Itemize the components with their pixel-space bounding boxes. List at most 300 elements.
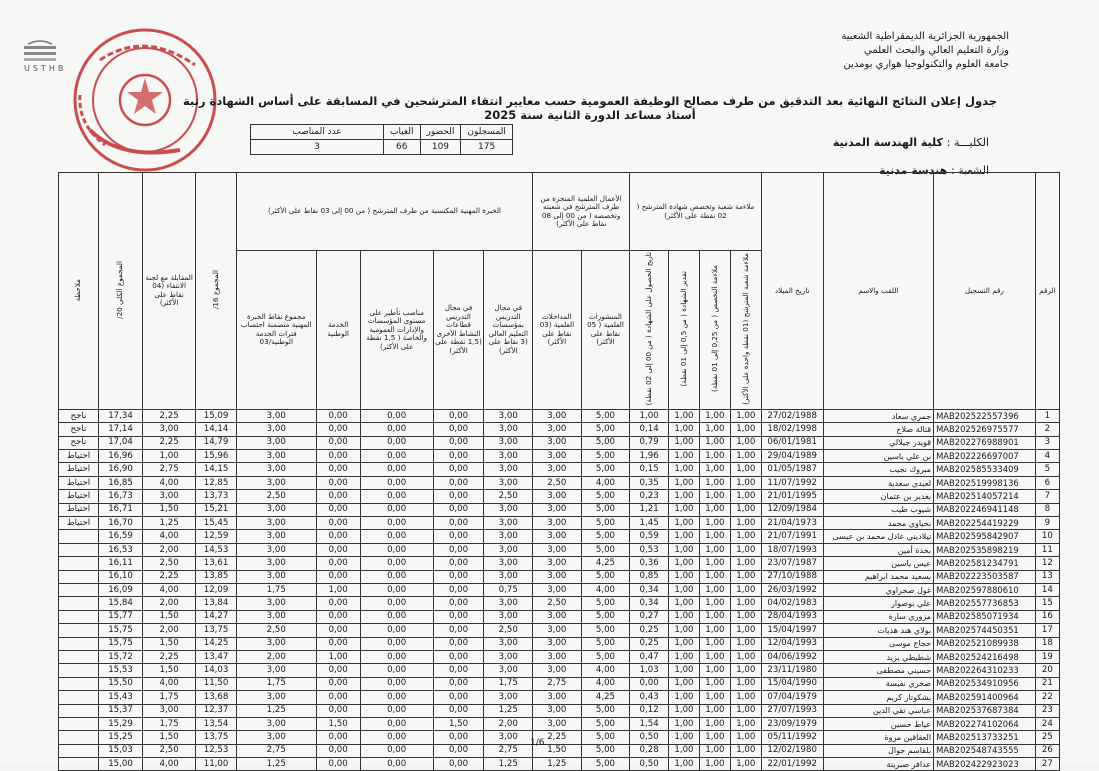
cell-c6: 3,00 xyxy=(533,557,582,570)
cell-dob: 27/02/1988 xyxy=(761,409,823,422)
table-row xyxy=(59,664,1060,677)
cell-c4: 1,03 xyxy=(630,664,669,677)
cell-c13: 2,50 xyxy=(143,557,196,570)
cell-c7: 3,00 xyxy=(484,476,533,489)
cell-reg: MAB202422923023 xyxy=(934,758,1036,771)
cell-c10: 0,00 xyxy=(316,731,360,744)
cell-name: العقاقين مروة xyxy=(823,731,933,744)
cell-c10: 0,00 xyxy=(316,557,360,570)
cell-c10: 1,00 xyxy=(316,583,360,596)
cell-c3: 1,00 xyxy=(668,476,699,489)
cell-dob: 21/07/1991 xyxy=(761,530,823,543)
cell-c14: 15,84 xyxy=(98,597,142,610)
logo-text: USTHB xyxy=(24,64,67,73)
cell-c12: 12,53 xyxy=(196,744,237,757)
cell-c2: 1,00 xyxy=(699,731,730,744)
cell-name: بسعيد محمد ابراهيم xyxy=(823,570,933,583)
cell-reg: MAB202521089938 xyxy=(934,637,1036,650)
cell-c4: 0,25 xyxy=(630,637,669,650)
cell-c1: 1,00 xyxy=(730,583,761,596)
cell-c14: 17,04 xyxy=(98,436,142,449)
letterhead-line-1: الجمهورية الجزائرية الديمقراطية الشعبية xyxy=(841,31,1009,42)
cell-c6: 1,25 xyxy=(533,758,582,771)
cell-n: 19 xyxy=(1035,650,1059,663)
cell-c8: 0,00 xyxy=(433,503,484,516)
cell-reg: MAB202274102064 xyxy=(934,717,1036,730)
cell-c10: 0,00 xyxy=(316,677,360,690)
col-communications: المداخلات العلمية (03 نقاط على الأكثر) xyxy=(533,251,582,410)
cell-c14: 17,14 xyxy=(98,423,142,436)
cell-c11: 2,75 xyxy=(236,744,316,757)
cell-n: 25 xyxy=(1035,731,1059,744)
cell-c11: 2,50 xyxy=(236,624,316,637)
cell-c1: 1,00 xyxy=(730,731,761,744)
cell-c11: 3,00 xyxy=(236,463,316,476)
cell-c5: 4,25 xyxy=(581,691,630,704)
cell-c7: 2,75 xyxy=(484,744,533,757)
cell-n: 2 xyxy=(1035,423,1059,436)
cell-reg: MAB202597880610 xyxy=(934,583,1036,596)
cell-c1: 1,00 xyxy=(730,744,761,757)
summary-header-present: الحضور xyxy=(420,125,461,140)
cell-reg: MAB202585071934 xyxy=(934,610,1036,623)
cell-c2: 1,00 xyxy=(699,650,730,663)
cell-c7: 3,00 xyxy=(484,517,533,530)
col-management: مناصب تأطير على مستوى المؤسسات والإدارات العمومية والخاصة ( 1,5 نقطة على الأكثر) xyxy=(360,251,433,410)
cell-c3: 1,00 xyxy=(668,490,699,503)
cell-n: 13 xyxy=(1035,570,1059,583)
cell-n: 6 xyxy=(1035,476,1059,489)
cell-c8: 0,00 xyxy=(433,583,484,596)
table-row xyxy=(59,517,1060,530)
cell-c4: 1,54 xyxy=(630,717,669,730)
cell-note: احتياط xyxy=(59,476,99,489)
cell-note xyxy=(59,530,99,543)
cell-c14: 16,09 xyxy=(98,583,142,596)
cell-c4: 0,00 xyxy=(630,677,669,690)
cell-c3: 1,00 xyxy=(668,543,699,556)
cell-name: بغدير بن عثمان xyxy=(823,490,933,503)
cell-c11: 2,50 xyxy=(236,490,316,503)
cell-name: عدافر صبرينة xyxy=(823,758,933,771)
cell-c5: 5,00 xyxy=(581,597,630,610)
cell-name: قويدر جيلالي xyxy=(823,436,933,449)
cell-c4: 0,53 xyxy=(630,543,669,556)
cell-c6: 2,75 xyxy=(533,677,582,690)
cell-c10: 0,00 xyxy=(316,476,360,489)
cell-reg: MAB202226697007 xyxy=(934,450,1036,463)
cell-reg: MAB202526975577 xyxy=(934,423,1036,436)
cell-c9: 0,00 xyxy=(360,503,433,516)
table-row xyxy=(59,476,1060,489)
col-total16: المجموع 16/ xyxy=(196,173,237,410)
cell-c7: 3,00 xyxy=(484,423,533,436)
cell-c3: 1,00 xyxy=(668,664,699,677)
cell-c8: 0,00 xyxy=(433,637,484,650)
summary-value-registered: 175 xyxy=(461,140,513,155)
cell-name: عباسي تقي الدين xyxy=(823,704,933,717)
cell-c2: 1,00 xyxy=(699,423,730,436)
cell-c5: 4,00 xyxy=(581,664,630,677)
cell-c5: 4,00 xyxy=(581,476,630,489)
cell-c9: 0,00 xyxy=(360,409,433,422)
cell-c10: 0,00 xyxy=(316,637,360,650)
cell-reg: MAB202254419229 xyxy=(934,517,1036,530)
cell-c2: 1,00 xyxy=(699,624,730,637)
table-row xyxy=(59,583,1060,596)
cell-c1: 1,00 xyxy=(730,664,761,677)
cell-n: 27 xyxy=(1035,758,1059,771)
table-row xyxy=(59,758,1060,771)
cell-c2: 1,00 xyxy=(699,463,730,476)
cell-c10: 0,00 xyxy=(316,624,360,637)
cell-c13: 3,00 xyxy=(143,704,196,717)
cell-dob: 05/11/1992 xyxy=(761,731,823,744)
cell-c10: 0,00 xyxy=(316,543,360,556)
cell-c14: 15,50 xyxy=(98,677,142,690)
cell-c7: 3,00 xyxy=(484,664,533,677)
cell-name: حجاج موسى xyxy=(823,637,933,650)
cell-name: عياط حسين xyxy=(823,717,933,730)
cell-name: مزوري سارة xyxy=(823,610,933,623)
table-row xyxy=(59,610,1060,623)
cell-dob: 12/09/1984 xyxy=(761,503,823,516)
cell-c8: 0,00 xyxy=(433,543,484,556)
cell-c9: 0,00 xyxy=(360,731,433,744)
cell-note xyxy=(59,704,99,717)
col-spec-fit: ملاءمة التخصص ( من 0,25 إلى 01 نقطة) xyxy=(699,251,730,410)
cell-c9: 0,00 xyxy=(360,436,433,449)
cell-c1: 1,00 xyxy=(730,758,761,771)
cell-c14: 16,96 xyxy=(98,450,142,463)
col-degree-date: تاريخ الحصول على الشهادة ( من 00 إلى 02 نقطة) xyxy=(630,251,669,410)
cell-name: شطيطي يزيد xyxy=(823,650,933,663)
cell-c13: 3,00 xyxy=(143,490,196,503)
cell-c11: 3,00 xyxy=(236,664,316,677)
col-teach-other: في مجال التدريس قطاعات النشاط الأخرى (1,5 نقطة على الأكثر) xyxy=(433,251,484,410)
cell-dob: 21/01/1995 xyxy=(761,490,823,503)
letterhead xyxy=(749,30,1009,72)
cell-c4: 0,25 xyxy=(630,624,669,637)
cell-c13: 2,00 xyxy=(143,624,196,637)
cell-c11: 3,00 xyxy=(236,557,316,570)
cell-c7: 3,00 xyxy=(484,597,533,610)
cell-c10: 0,00 xyxy=(316,758,360,771)
cell-c11: 3,00 xyxy=(236,717,316,730)
cell-dob: 04/02/1983 xyxy=(761,597,823,610)
cell-c2: 1,00 xyxy=(699,691,730,704)
cell-n: 5 xyxy=(1035,463,1059,476)
cell-c3: 1,00 xyxy=(668,691,699,704)
cell-note: ناجح xyxy=(59,409,99,422)
cell-c12: 14,14 xyxy=(196,423,237,436)
cell-c2: 1,00 xyxy=(699,704,730,717)
col-interview: المقابلة مع لجنة الانتقاء (04 نقاط على الأكثر) xyxy=(143,173,196,410)
cell-c14: 15,37 xyxy=(98,704,142,717)
cell-c9: 0,00 xyxy=(360,597,433,610)
cell-c2: 1,00 xyxy=(699,436,730,449)
cell-reg: MAB202591400964 xyxy=(934,691,1036,704)
cell-c12: 12,37 xyxy=(196,704,237,717)
cell-n: 8 xyxy=(1035,503,1059,516)
cell-c9: 0,00 xyxy=(360,624,433,637)
cell-c10: 0,00 xyxy=(316,664,360,677)
cell-c14: 15,43 xyxy=(98,691,142,704)
table-row xyxy=(59,409,1060,422)
cell-note: ناجح xyxy=(59,423,99,436)
cell-note: ناجح xyxy=(59,436,99,449)
cell-c3: 1,00 xyxy=(668,704,699,717)
cell-c4: 0,59 xyxy=(630,530,669,543)
cell-c3: 1,00 xyxy=(668,570,699,583)
cell-name: قتالة صلاح xyxy=(823,423,933,436)
cell-c4: 0,50 xyxy=(630,758,669,771)
cell-c9: 0,00 xyxy=(360,637,433,650)
cell-reg: MAB202264310233 xyxy=(934,664,1036,677)
cell-c6: 2,25 xyxy=(533,731,582,744)
cell-dob: 04/06/1992 xyxy=(761,650,823,663)
table-row xyxy=(59,744,1060,757)
cell-c5: 5,00 xyxy=(581,704,630,717)
cell-c14: 15,29 xyxy=(98,717,142,730)
cell-dob: 23/09/1979 xyxy=(761,717,823,730)
cell-c4: 0,23 xyxy=(630,490,669,503)
cell-c9: 0,00 xyxy=(360,543,433,556)
cell-c9: 0,00 xyxy=(360,583,433,596)
cell-c5: 5,00 xyxy=(581,717,630,730)
table-row xyxy=(59,677,1060,690)
cell-c9: 0,00 xyxy=(360,530,433,543)
cell-c5: 5,00 xyxy=(581,543,630,556)
col-publications: المنشورات العلمية ( 05 نقاط على الأكثر) xyxy=(581,251,630,410)
cell-reg: MAB202537687384 xyxy=(934,704,1036,717)
cell-c11: 3,00 xyxy=(236,691,316,704)
cell-c7: 3,00 xyxy=(484,450,533,463)
results-table xyxy=(58,172,1060,771)
cell-c1: 1,00 xyxy=(730,530,761,543)
cell-name: لعبدي سعدية xyxy=(823,476,933,489)
cell-c8: 0,00 xyxy=(433,650,484,663)
cell-c2: 1,00 xyxy=(699,570,730,583)
cell-n: 22 xyxy=(1035,691,1059,704)
cell-c7: 1,75 xyxy=(484,677,533,690)
cell-n: 4 xyxy=(1035,450,1059,463)
document-title: جدول إعلان النتائج النهائية بعد التدقيق من طرف مصالح الوظيفة العمومية حسب معايير انتقاء المترشحين في المسابقة على أساس الشهادة رتبة أستاذ مساعد الدورة الثانية سنة 2025 xyxy=(182,94,998,122)
cell-n: 1 xyxy=(1035,409,1059,422)
col-grade: تقدير الشهادة ( من 0,5 إلى 01 نقطة) xyxy=(668,251,699,410)
cell-c5: 5,00 xyxy=(581,517,630,530)
cell-note: احتياط xyxy=(59,517,99,530)
cell-c4: 0,79 xyxy=(630,436,669,449)
cell-c13: 3,00 xyxy=(143,423,196,436)
cell-n: 7 xyxy=(1035,490,1059,503)
cell-c10: 0,00 xyxy=(316,704,360,717)
cell-c11: 3,00 xyxy=(236,436,316,449)
cell-note xyxy=(59,731,99,744)
cell-c5: 5,00 xyxy=(581,744,630,757)
cell-reg: MAB202595842907 xyxy=(934,530,1036,543)
table-row xyxy=(59,423,1060,436)
cell-c1: 1,00 xyxy=(730,704,761,717)
cell-c11: 3,00 xyxy=(236,637,316,650)
cell-reg: MAB202581234791 xyxy=(934,557,1036,570)
cell-c14: 16,85 xyxy=(98,476,142,489)
cell-c14: 15,03 xyxy=(98,744,142,757)
cell-c10: 0,00 xyxy=(316,450,360,463)
cell-c6: 3,00 xyxy=(533,691,582,704)
cell-c12: 15,45 xyxy=(196,517,237,530)
table-row xyxy=(59,650,1060,663)
table-row xyxy=(59,637,1060,650)
cell-dob: 23/11/1980 xyxy=(761,664,823,677)
cell-dob: 27/07/1993 xyxy=(761,704,823,717)
cell-c6: 3,00 xyxy=(533,637,582,650)
table-row xyxy=(59,557,1060,570)
cell-c13: 2,25 xyxy=(143,650,196,663)
cell-c11: 3,00 xyxy=(236,530,316,543)
group-degree-fit: ملاءمة شعبة وتخصص شهادة المترشح ( 02 نقطة على الأكثر) xyxy=(630,173,761,251)
cell-note: احتياط xyxy=(59,490,99,503)
cell-c11: 3,00 xyxy=(236,610,316,623)
cell-dob: 23/07/1987 xyxy=(761,557,823,570)
cell-c11: 3,00 xyxy=(236,731,316,744)
cell-c5: 5,00 xyxy=(581,436,630,449)
cell-name: بن علي ياسين xyxy=(823,450,933,463)
cell-c5: 5,00 xyxy=(581,423,630,436)
cell-name: تيلاديني عادل محمد بن عيسى xyxy=(823,530,933,543)
cell-c8: 0,00 xyxy=(433,691,484,704)
cell-note xyxy=(59,557,99,570)
cell-c11: 3,00 xyxy=(236,450,316,463)
cell-c2: 1,00 xyxy=(699,530,730,543)
cell-c7: 2,50 xyxy=(484,490,533,503)
cell-n: 24 xyxy=(1035,717,1059,730)
cell-c8: 0,00 xyxy=(433,436,484,449)
col-num: الرقم xyxy=(1035,173,1059,410)
summary-table xyxy=(250,124,513,155)
cell-c2: 1,00 xyxy=(699,409,730,422)
cell-n: 26 xyxy=(1035,744,1059,757)
cell-c1: 1,00 xyxy=(730,423,761,436)
cell-c6: 3,00 xyxy=(533,543,582,556)
cell-n: 12 xyxy=(1035,557,1059,570)
cell-c6: 3,00 xyxy=(533,717,582,730)
col-name: اللقب والاسم xyxy=(823,173,933,410)
cell-c14: 17,34 xyxy=(98,409,142,422)
cell-c13: 2,00 xyxy=(143,543,196,556)
cell-c3: 1,00 xyxy=(668,650,699,663)
cell-name: مبروك نجيب xyxy=(823,463,933,476)
cell-c7: 3,00 xyxy=(484,409,533,422)
cell-c3: 1,00 xyxy=(668,557,699,570)
cell-c5: 5,00 xyxy=(581,731,630,744)
cell-c7: 3,00 xyxy=(484,610,533,623)
group-experience: الخبرة المهنية المكتسبة من طرف المترشح ( من 00 إلى 03 نقاط على الأكثر) xyxy=(236,173,532,251)
cell-c9: 0,00 xyxy=(360,450,433,463)
cell-c6: 3,00 xyxy=(533,570,582,583)
cell-dob: 28/04/1993 xyxy=(761,610,823,623)
cell-c14: 15,75 xyxy=(98,637,142,650)
cell-c2: 1,00 xyxy=(699,637,730,650)
cell-c3: 1,00 xyxy=(668,517,699,530)
cell-c8: 0,00 xyxy=(433,517,484,530)
cell-c11: 1,75 xyxy=(236,677,316,690)
cell-c5: 5,00 xyxy=(581,530,630,543)
cell-dob: 15/04/1990 xyxy=(761,677,823,690)
cell-c9: 0,00 xyxy=(360,476,433,489)
cell-c5: 5,00 xyxy=(581,624,630,637)
cell-c9: 0,00 xyxy=(360,744,433,757)
cell-c4: 0,34 xyxy=(630,583,669,596)
cell-note xyxy=(59,610,99,623)
cell-c11: 1,25 xyxy=(236,704,316,717)
cell-c7: 3,00 xyxy=(484,463,533,476)
cell-c8: 0,00 xyxy=(433,463,484,476)
cell-c10: 0,00 xyxy=(316,691,360,704)
col-note: ملاحظة xyxy=(59,173,99,410)
cell-c7: 1,25 xyxy=(484,704,533,717)
cell-c6: 3,00 xyxy=(533,517,582,530)
cell-c11: 3,00 xyxy=(236,517,316,530)
cell-c5: 4,25 xyxy=(581,557,630,570)
cell-c12: 13,61 xyxy=(196,557,237,570)
table-row xyxy=(59,490,1060,503)
cell-c9: 0,00 xyxy=(360,517,433,530)
cell-c8: 0,00 xyxy=(433,610,484,623)
cell-c4: 0,50 xyxy=(630,731,669,744)
cell-c12: 13,54 xyxy=(196,717,237,730)
cell-c6: 3,00 xyxy=(533,664,582,677)
cell-c6: 2,50 xyxy=(533,597,582,610)
cell-c6: 3,00 xyxy=(533,490,582,503)
cell-c3: 1,00 xyxy=(668,597,699,610)
cell-c9: 0,00 xyxy=(360,490,433,503)
cell-c1: 1,00 xyxy=(730,650,761,663)
cell-c7: 1,25 xyxy=(484,758,533,771)
cell-c8: 0,00 xyxy=(433,624,484,637)
cell-c11: 3,00 xyxy=(236,423,316,436)
cell-c4: 0,35 xyxy=(630,476,669,489)
cell-dob: 27/10/1988 xyxy=(761,570,823,583)
cell-c2: 1,00 xyxy=(699,597,730,610)
cell-c10: 0,00 xyxy=(316,610,360,623)
cell-c5: 5,00 xyxy=(581,610,630,623)
cell-c5: 5,00 xyxy=(581,490,630,503)
cell-c13: 2,00 xyxy=(143,597,196,610)
cell-dob: 11/07/1992 xyxy=(761,476,823,489)
cell-c6: 1,50 xyxy=(533,744,582,757)
group-scientific-work: الأعمال العلمية المنجزة من طرف المترشح في شعبته وتخصصه ( من 00 إلى 08 نقاط على الأكثر) xyxy=(533,173,630,251)
cell-c6: 3,00 xyxy=(533,409,582,422)
cell-dob: 07/04/1979 xyxy=(761,691,823,704)
cell-c5: 5,00 xyxy=(581,503,630,516)
cell-c4: 0,85 xyxy=(630,570,669,583)
cell-note xyxy=(59,624,99,637)
cell-c12: 12,09 xyxy=(196,583,237,596)
cell-dob: 29/04/1989 xyxy=(761,450,823,463)
cell-note xyxy=(59,637,99,650)
cell-c8: 1,50 xyxy=(433,717,484,730)
cell-reg: MAB202574450351 xyxy=(934,624,1036,637)
cell-name: بحياوي محمد xyxy=(823,517,933,530)
cell-c4: 0,27 xyxy=(630,610,669,623)
cell-note xyxy=(59,650,99,663)
cell-n: 14 xyxy=(1035,583,1059,596)
cell-c11: 3,00 xyxy=(236,409,316,422)
cell-c8: 0,00 xyxy=(433,423,484,436)
cell-dob: 18/02/1998 xyxy=(761,423,823,436)
cell-c3: 1,00 xyxy=(668,503,699,516)
